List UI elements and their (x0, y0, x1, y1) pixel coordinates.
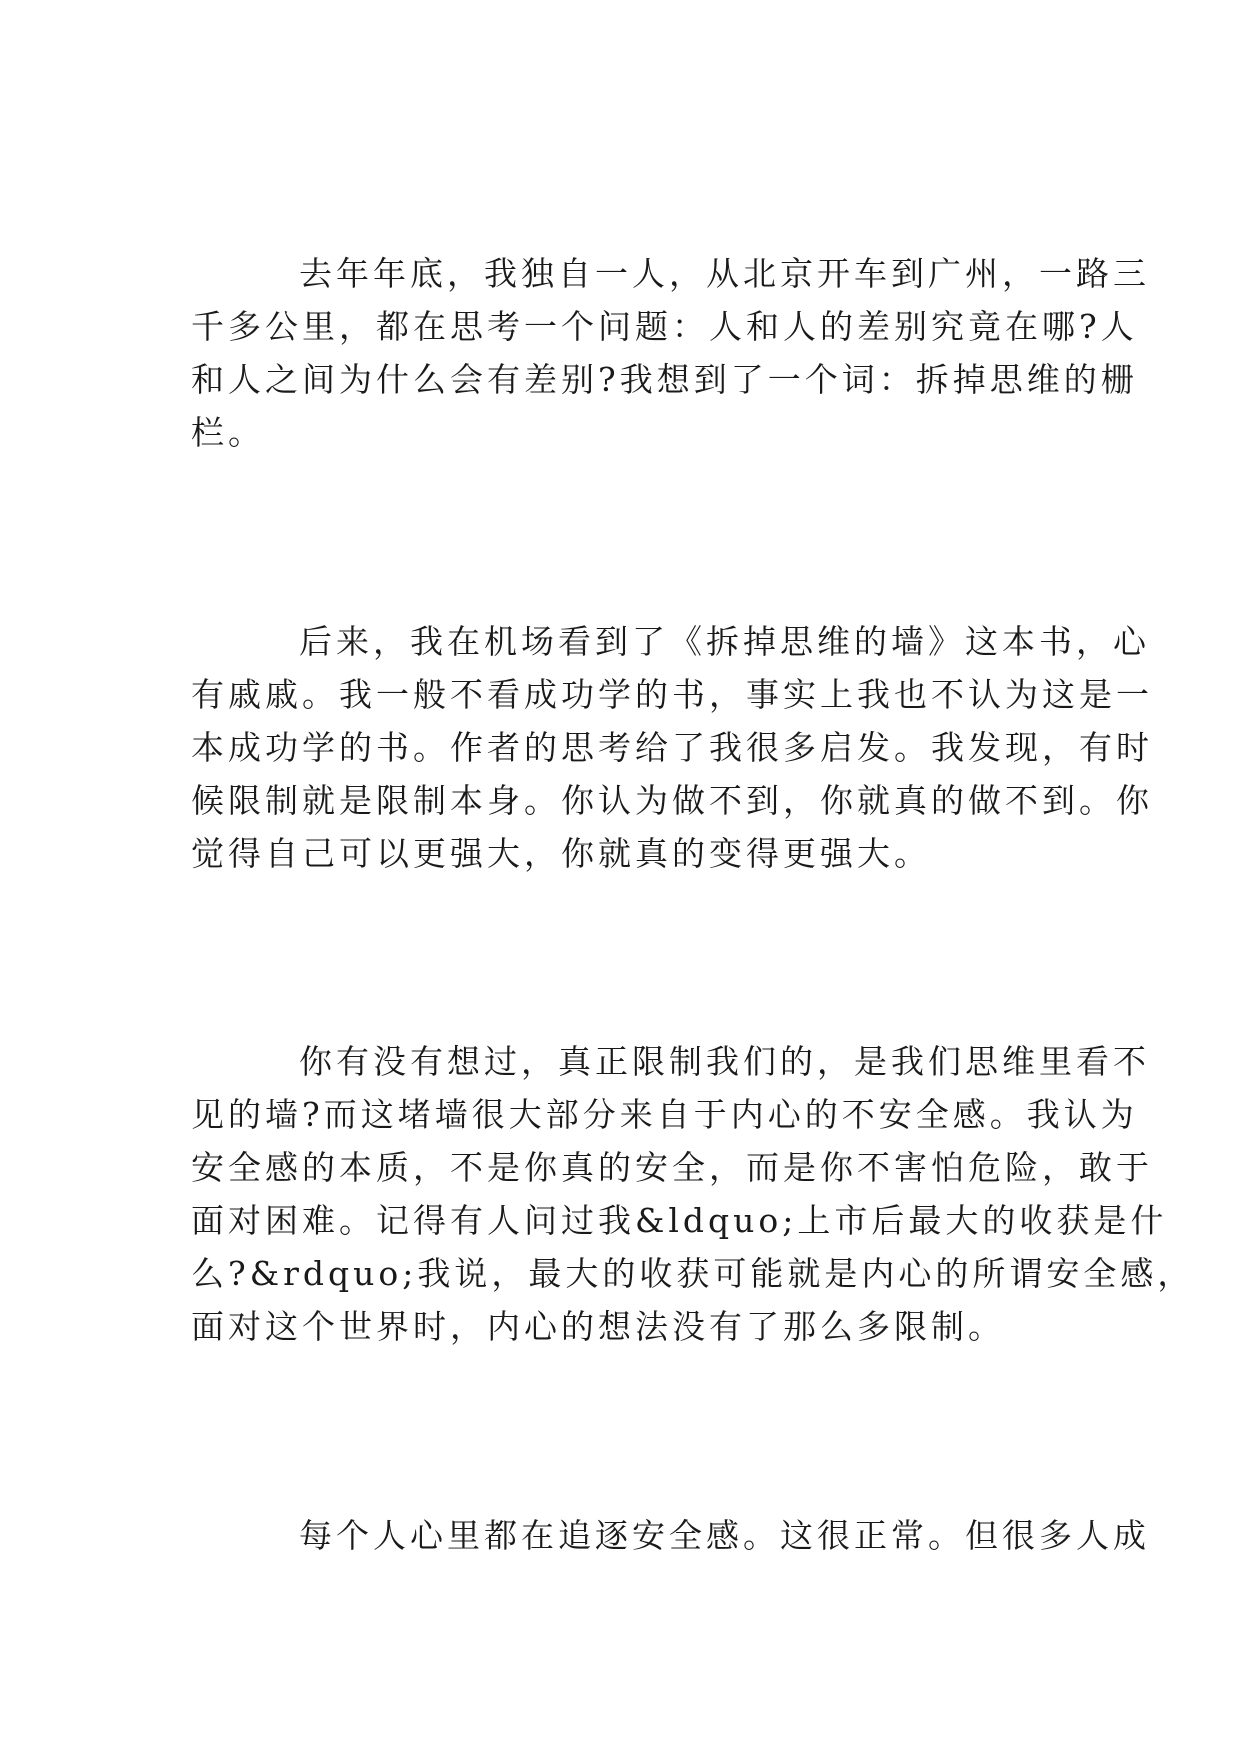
paragraph-3-line-1: 你有没有想过，真正限制我们的，是我们思维里看不 (299, 1042, 1150, 1081)
paragraph-1-line-2: 千多公里，都在思考一个问题：人和人的差别究竟在哪?人 (191, 307, 1138, 346)
paragraph-3-line-3: 安全感的本质，不是你真的安全，而是你不害怕危险，敢于 (191, 1148, 1153, 1187)
paragraph-3-line-6: 面对这个世界时，内心的想法没有了那么多限制。 (191, 1307, 1005, 1346)
paragraph-1-line-1: 去年年底，我独自一人，从北京开车到广州，一路三 (299, 254, 1150, 293)
paragraph-2-line-2: 有戚戚。我一般不看成功学的书，事实上我也不认为这是一 (191, 675, 1153, 714)
paragraph-2-line-3: 本成功学的书。作者的思考给了我很多启发。我发现，有时 (191, 728, 1153, 767)
paragraph-2-line-1: 后来，我在机场看到了《拆掉思维的墙》这本书，心 (299, 622, 1150, 661)
paragraph-2-line-5: 觉得自己可以更强大，你就真的变得更强大。 (191, 834, 931, 873)
paragraph-3-line-4: 面对困难。记得有人问过我&ldquo;上市后最大的收获是什 (191, 1201, 1168, 1240)
paragraph-4-line-1: 每个人心里都在追逐安全感。这很正常。但很多人成 (299, 1516, 1150, 1555)
paragraph-1-line-4: 栏。 (191, 413, 265, 452)
paragraph-3-line-2: 见的墙?而这堵墙很大部分来自于内心的不安全感。我认为 (191, 1095, 1138, 1134)
paragraph-1-line-3: 和人之间为什么会有差别?我想到了一个词：拆掉思维的栅 (191, 360, 1138, 399)
paragraph-2-line-4: 候限制就是限制本身。你认为做不到，你就真的做不到。你 (191, 781, 1153, 820)
paragraph-3-line-5: 么?&rdquo;我说，最大的收获可能就是内心的所谓安全感， (191, 1254, 1195, 1293)
